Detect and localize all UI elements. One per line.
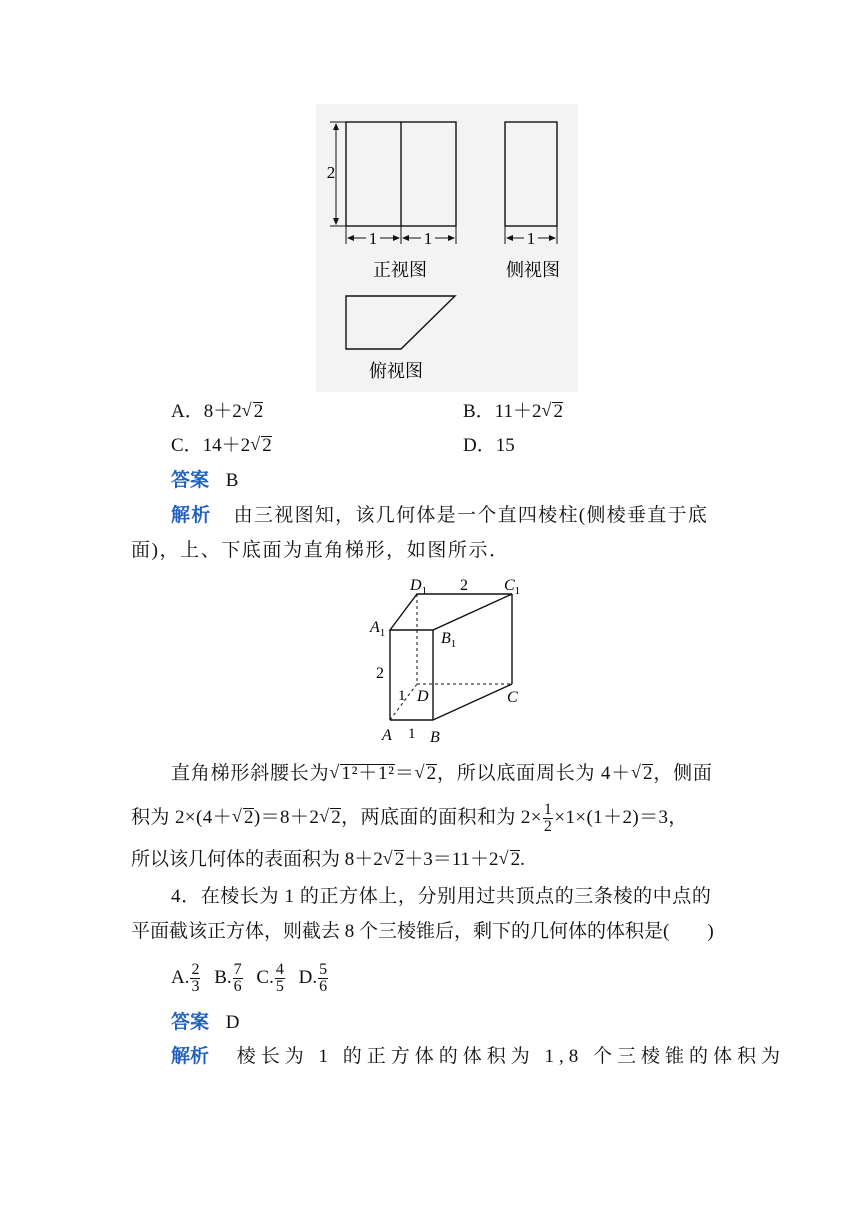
three-view-figure	[316, 104, 578, 392]
analysis-label: 解析	[171, 1046, 210, 1067]
fraction-half: $\frac{1}{2}$	[543, 801, 553, 835]
label-ab: 1	[408, 726, 416, 742]
three-view-drawing	[316, 104, 578, 392]
label-D1: $D_1$	[410, 577, 428, 597]
label-height: 2	[376, 665, 384, 682]
analysis-label: 解析	[171, 505, 212, 526]
q3-option-a: A．8＋2√ 2	[171, 398, 263, 426]
q3-analysis-line2: 面)，上、下底面为直角梯形，如图所示．	[131, 540, 510, 561]
answer-value: D	[225, 1012, 240, 1033]
calc-line1: 直角梯形斜腰长为√ 1²＋1²＝√ 2，所以底面周长为 4＋√ 2，侧面	[171, 760, 713, 788]
front-width1-label: 1	[368, 229, 378, 248]
q4-option-c: C. $\frac{4}{5}$	[256, 961, 284, 996]
q3-answer	[171, 467, 238, 495]
q3-analysis-line1: 解析 由三视图知，该几何体是一个直四棱柱(侧棱垂直于底	[171, 505, 709, 526]
calc-line2: 积为 2×(4＋√ 2)＝8＋2√ 2，两底面的面积和为 2× $\frac{1}{2}$ ×1×(1＋2)＝3，	[131, 802, 688, 835]
q4-option-d: D. $\frac{5}{6}$	[298, 961, 328, 996]
q4-line1: 4．在棱长为 1 的正方体上，分别用过共顶点的三条棱的中点的	[171, 886, 712, 907]
q4-line2: 平面截该正方体，则截去 8 个三棱锥后，剩下的几何体的体积是( )	[131, 921, 714, 942]
label-B: B	[430, 729, 440, 746]
prism-drawing	[362, 570, 532, 748]
label-top-length: 2	[460, 577, 468, 594]
label-D: D	[417, 688, 429, 705]
side-view-label: 侧视图	[506, 260, 560, 280]
side-width-label: 1	[526, 229, 536, 248]
label-C1: $C_1$	[504, 577, 521, 597]
label-C: C	[507, 689, 518, 706]
front-view-label: 正视图	[373, 260, 427, 280]
label-B1: $B_1$	[441, 630, 457, 650]
label-A: A	[382, 727, 392, 744]
q4-analysis-line1: 解析 棱长为 1 的正方体的体积为 1,8 个三棱锥的体积为	[171, 1046, 786, 1067]
answer-label: 答案	[171, 470, 210, 491]
q3-option-c: C．14＋2√ 2	[171, 432, 272, 460]
top-view-label: 俯视图	[369, 361, 423, 381]
q4-answer	[171, 1009, 240, 1037]
q3-option-d: D．15	[463, 435, 515, 456]
front-width2-label: 1	[423, 229, 433, 248]
q4-option-b: B. $\frac{7}{6}$	[214, 961, 242, 996]
answer-label: 答案	[171, 1012, 210, 1033]
answer-value: B	[225, 470, 239, 491]
q4-options	[171, 958, 329, 998]
label-ad: 1	[398, 688, 406, 704]
q4-option-a: A. $\frac{2}{3}$	[171, 961, 200, 996]
calc-line3: 所以该几何体的表面积为 8＋2√ 2＋3＝11＋2√ 2.	[131, 846, 525, 874]
q3-option-b: B．11＋2√ 2	[463, 398, 563, 426]
front-height-label: 2	[326, 163, 336, 182]
prism-figure	[362, 570, 532, 748]
label-A1: $A_1$	[370, 619, 386, 639]
